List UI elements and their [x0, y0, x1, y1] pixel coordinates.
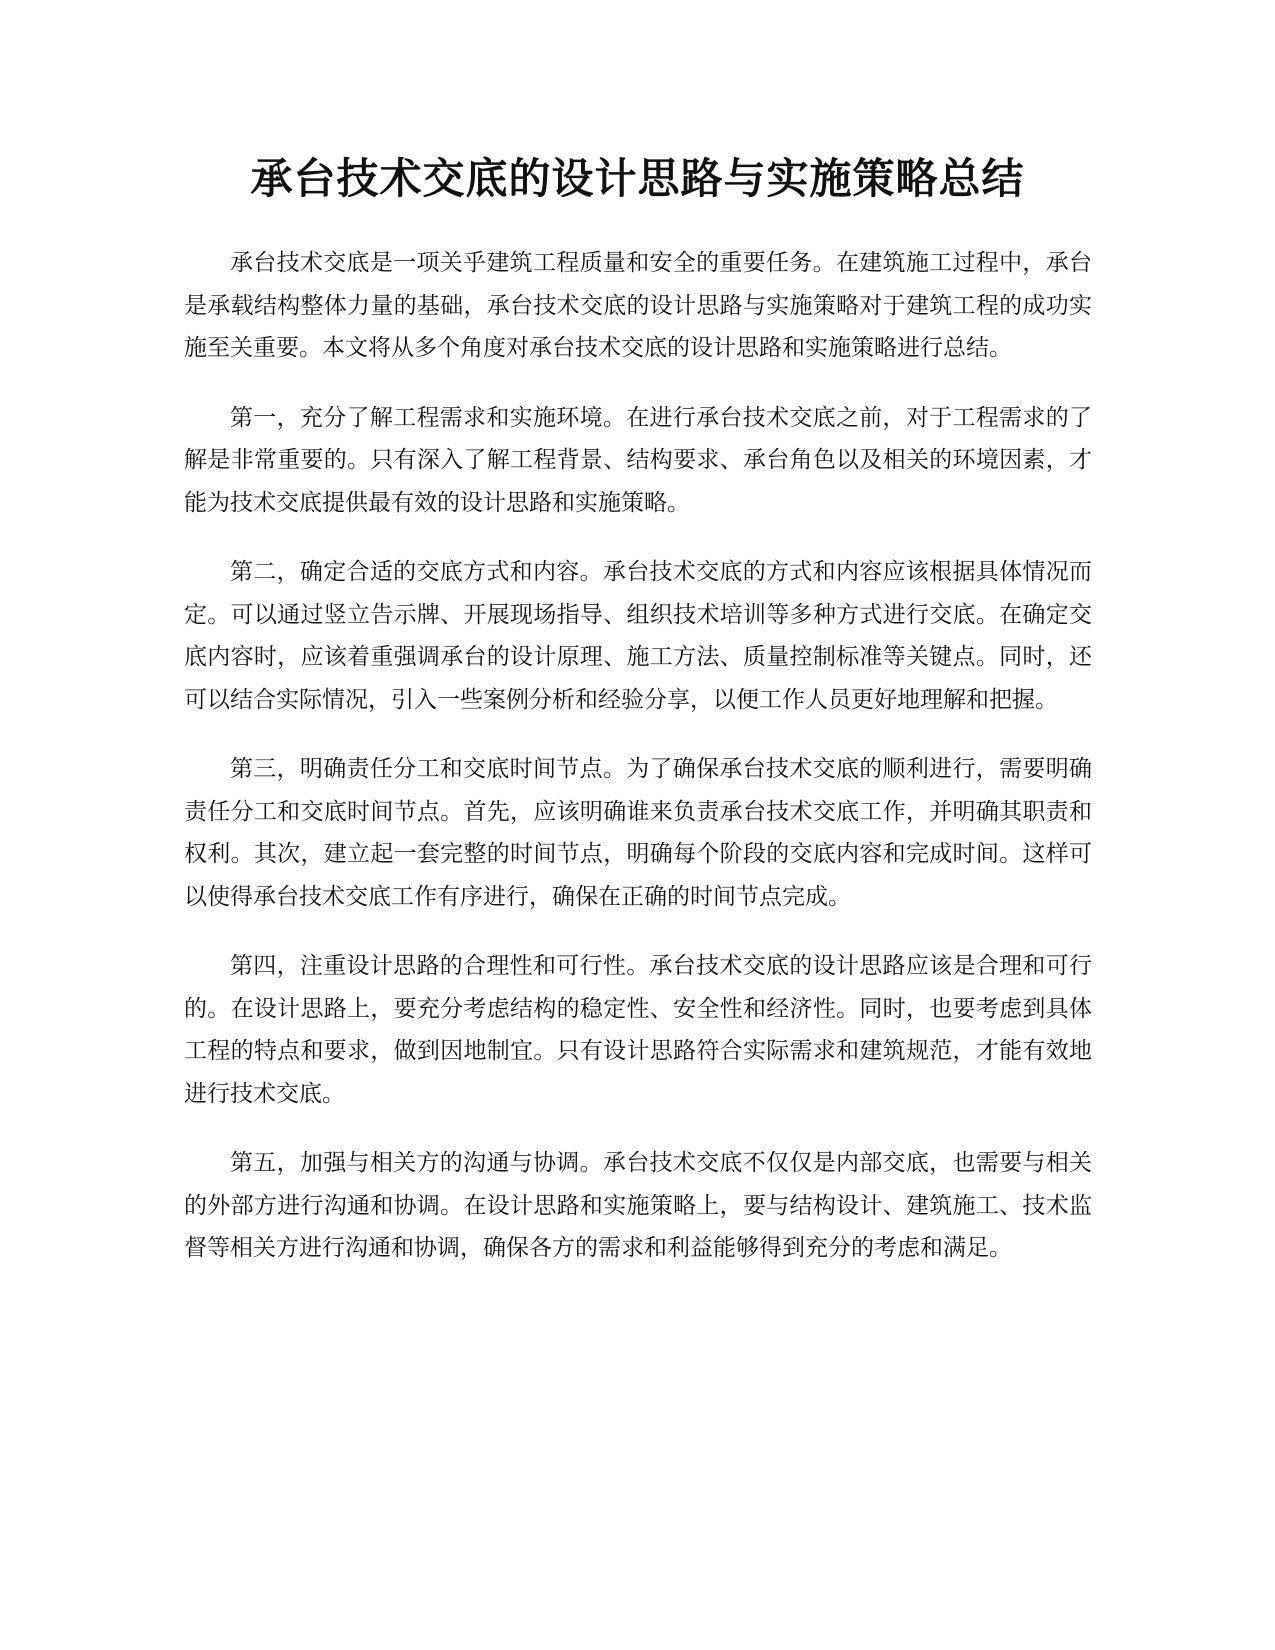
paragraph-intro: 承台技术交底是一项关乎建筑工程质量和安全的重要任务。在建筑施工过程中，承台是承载结构整体力量的基础，承台技术交底的设计思路与实施策略对于建筑工程的成功实施至关重要。本文将从多个角度对承台技术交底的设计思路和实施策略进行总结。: [184, 250, 1092, 361]
document-body: [184, 242, 1092, 1297]
paragraph-fourth-point: 第四，注重设计思路的合理性和可行性。承台技术交底的设计思路应该是合理和可行的。在设计思路上，要充分考虑结构的稳定性、安全性和经济性。同时，也要考虑到具体工程的特点和要求，做到因地制宜。只有设计思路符合实际需求和建筑规范，才能有效地进行技术交底。: [184, 953, 1092, 1107]
paragraph-second-point: 第二，确定合适的交底方式和内容。承台技术交底的方式和内容应该根据具体情况而定。可以通过竖立告示牌、开展现场指导、组织技术培训等多种方式进行交底。在确定交底内容时，应该着重强调承台的设计原理、施工方法、质量控制标准等关键点。同时，还可以结合实际情况，引入一些案例分析和经验分享，以便工作人员更好地理解和把握。: [184, 559, 1092, 713]
paragraph-third-point: 第三，明确责任分工和交底时间节点。为了确保承台技术交底的顺利进行，需要明确责任分工和交底时间节点。首先，应该明确谁来负责承台技术交底工作，并明确其职责和权利。其次，建立起一套完整的时间节点，明确每个阶段的交底内容和完成时间。这样可以使得承台技术交底工作有序进行，确保在正确的时间节点完成。: [184, 756, 1092, 910]
paragraph-first-point: 第一，充分了解工程需求和实施环境。在进行承台技术交底之前，对于工程需求的了解是非常重要的。只有深入了解工程背景、结构要求、承台角色以及相关的环境因素，才能为技术交底提供最有效的设计思路和实施策略。: [184, 404, 1092, 516]
paragraph-fifth-point: 第五，加强与相关方的沟通与协调。承台技术交底不仅仅是内部交底，也需要与相关的外部方进行沟通和协调。在设计思路和实施策略上，要与结构设计、建筑施工、技术监督等相关方进行沟通和协调，确保各方的需求和利益能够得到充分的考虑和满足。: [184, 1150, 1092, 1261]
document-title: 承台技术交底的设计思路与实施策略总结: [250, 154, 1025, 203]
